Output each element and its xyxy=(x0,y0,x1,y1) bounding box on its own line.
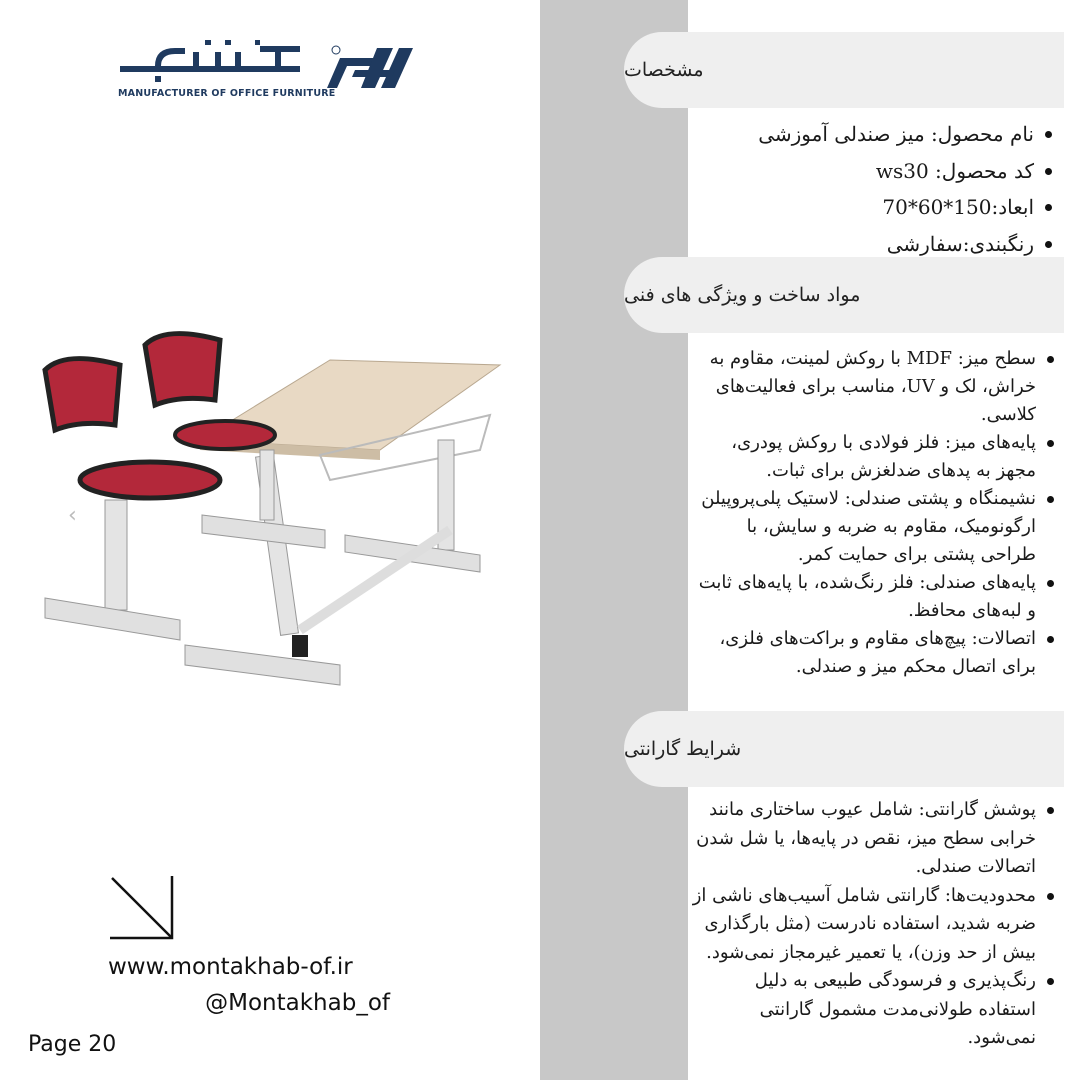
section-header-warranty xyxy=(624,711,1064,787)
materials-list xyxy=(692,345,1060,681)
arrow-down-right-icon xyxy=(108,874,176,946)
logo xyxy=(115,40,415,94)
list-item: پایه‌های میز: فلز فولادی با روکش پودری، مجهز به پدهای ضدلغزش برای ثبات. xyxy=(692,429,1060,485)
list-item: رنگبندی:سفارشی xyxy=(698,226,1058,263)
warranty-list xyxy=(692,796,1060,1053)
social-handle[interactable]: @Montakhab_of xyxy=(205,990,390,1016)
list-item: پایه‌های صندلی: فلز رنگ‌شده، با پایه‌های ثابت و لبه‌های محافظ. xyxy=(692,569,1060,625)
list-item: ابعاد:150*60*70 xyxy=(698,189,1058,226)
list-item: نشیمنگاه و پشتی صندلی: لاستیک پلی‌پروپیلن ارگونومیک، مقاوم به ضربه و سایش، با طراحی پشتی برای حمایت کمر. xyxy=(692,485,1060,569)
section-header-materials xyxy=(624,257,1064,333)
specs-list xyxy=(698,116,1058,262)
page-number: Page 20 xyxy=(28,1032,117,1057)
logo-tagline: MANUFACTURER OF OFFICE FURNITURE xyxy=(118,88,336,99)
website-link[interactable]: www.montakhab-of.ir xyxy=(108,954,353,980)
materials-title: مواد ساخت و ویژگی های فنی xyxy=(624,284,861,306)
list-item: کد محصول: ws30 xyxy=(698,153,1058,190)
section-header-specs xyxy=(624,32,1064,108)
list-item: اتصالات: پیچ‌های مقاوم و براکت‌های فلزی، برای اتصال محکم میز و صندلی. xyxy=(692,625,1060,681)
specs-title: مشخصات xyxy=(624,59,704,81)
list-item: نام محصول: میز صندلی آموزشی xyxy=(698,116,1058,153)
list-item: سطح میز: MDF با روکش لمینت، مقاوم به خراش، لک و UV، مناسب برای فعالیت‌های کلاسی. xyxy=(692,345,1060,429)
list-item: رنگ‌پذیری و فرسودگی طبیعی به دلیل استفاده طولانی‌مدت مشمول گارانتی نمی‌شود. xyxy=(692,967,1060,1053)
decorative-strip xyxy=(540,0,688,1080)
carousel-prev-icon[interactable]: ‹ xyxy=(68,503,77,528)
list-item: محدودیت‌ها: گارانتی شامل آسیب‌های ناشی از ضربه شدید، استفاده نادرست (مثل بارگذاری بیش از حد وزن)، یا تعمیر غیرمجاز نمی‌شود. xyxy=(692,882,1060,968)
list-item: پوشش گارانتی: شامل عیوب ساختاری مانند خرابی سطح میز، نقص در پایه‌ها، یا شل شدن اتصالات صندلی. xyxy=(692,796,1060,882)
warranty-title: شرایط گارانتی xyxy=(624,738,742,760)
product-image xyxy=(40,330,510,724)
